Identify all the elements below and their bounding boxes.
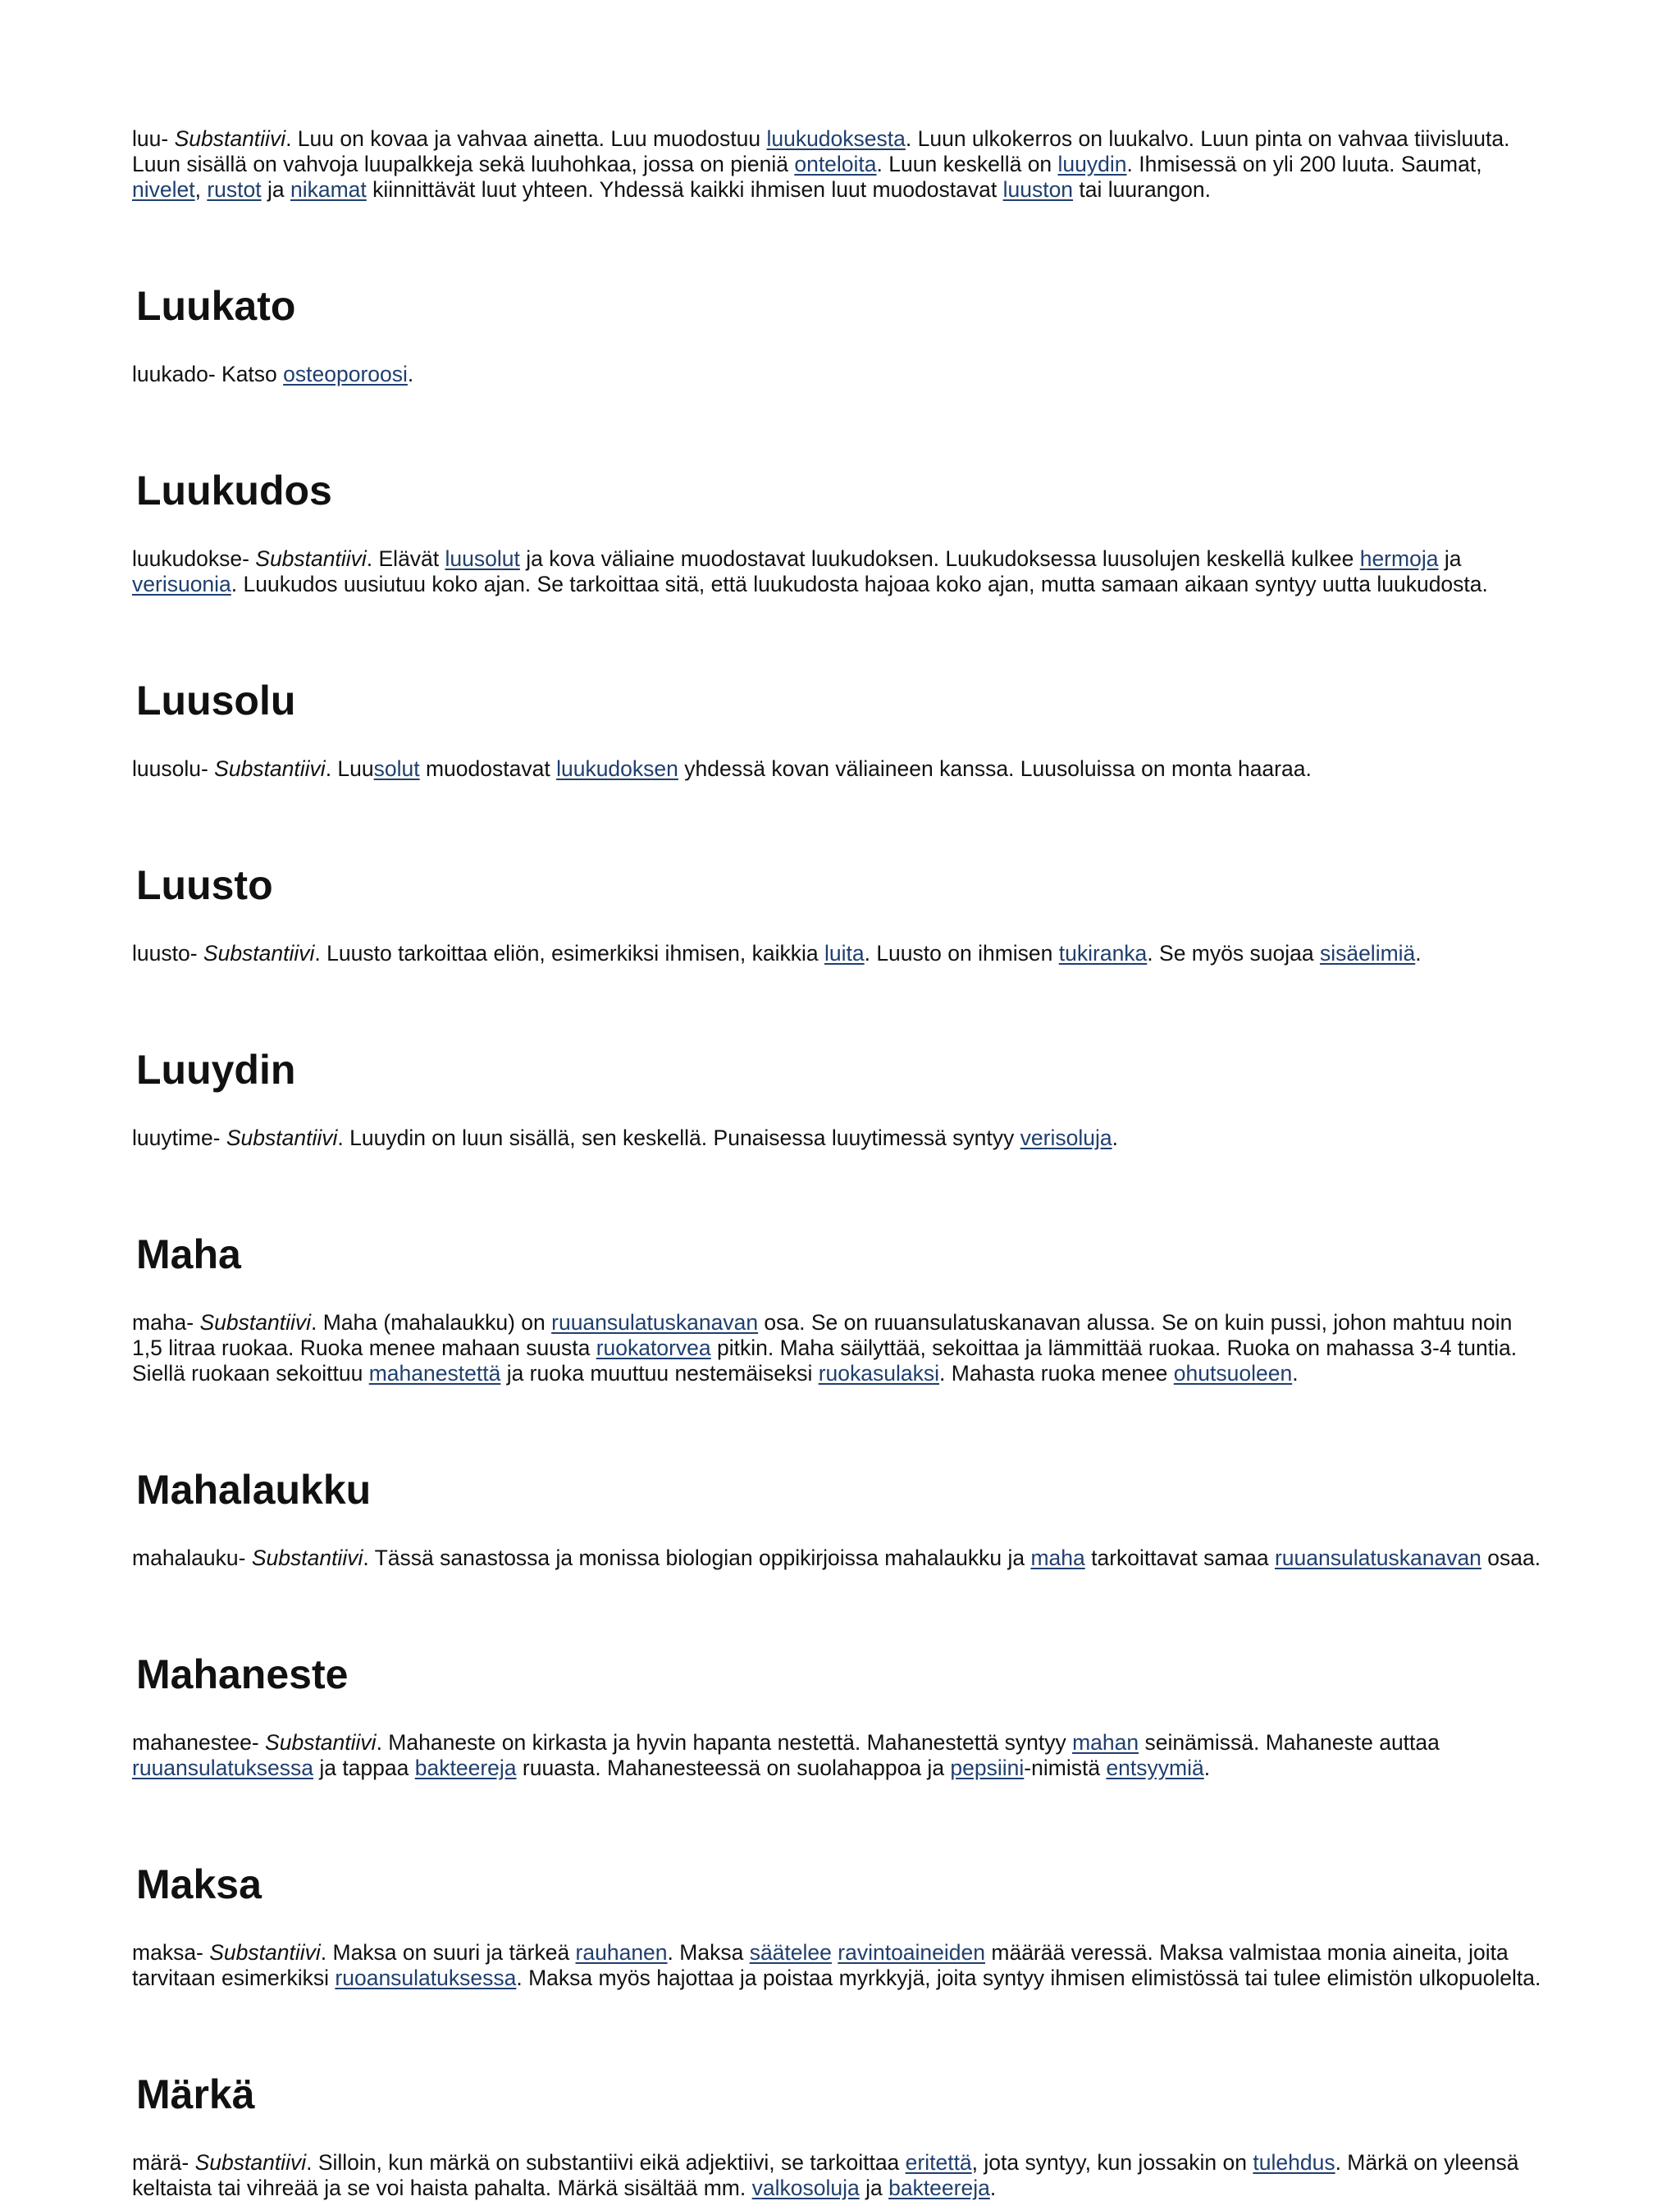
entry-heading: Mahalaukku xyxy=(136,1467,372,1513)
definition-text: . xyxy=(1203,1756,1211,1780)
entry-heading: Luuydin xyxy=(136,1047,296,1093)
definition-text: . Maksa xyxy=(667,1940,750,1965)
entry-mahaneste xyxy=(132,1650,1598,1781)
definition-text: . Elävät xyxy=(366,546,445,571)
glossary-link[interactable]: ravintoaineiden xyxy=(838,1940,986,1965)
entry-heading: Luusto xyxy=(136,862,273,908)
entry-heading: Luukudos xyxy=(136,468,332,514)
part-of-speech: Substantiivi xyxy=(255,546,367,571)
part-of-speech: Substantiivi xyxy=(209,1940,321,1965)
definition-text: ja tappaa xyxy=(313,1756,415,1780)
definition-text: . Maha (mahalaukku) on xyxy=(311,1310,552,1335)
glossary-link[interactable]: osteoporoosi xyxy=(283,362,408,386)
glossary-link[interactable]: ruuansulatuskanavan xyxy=(1274,1546,1481,1570)
definition-text: ja xyxy=(1438,546,1462,571)
entry-definition xyxy=(132,1546,1543,1571)
definition-text: . Luusto tarkoittaa eliön, esimerkiksi ihmisen, kaikkia xyxy=(314,941,824,966)
glossary-link[interactable]: ruoansulatuksessa xyxy=(335,1966,517,1990)
entry-luukato xyxy=(132,281,1598,387)
glossary-link[interactable]: ruokasulaksi xyxy=(818,1361,940,1386)
glossary-link[interactable]: luukudoksen xyxy=(556,756,678,781)
entry-luukudos xyxy=(132,466,1598,597)
definition-text: mahanestee- xyxy=(132,1730,266,1755)
glossary-link[interactable]: maha xyxy=(1030,1546,1085,1570)
part-of-speech: Substantiivi xyxy=(214,756,326,781)
glossary-link[interactable]: rustot xyxy=(207,177,262,202)
entry-heading: Maha xyxy=(136,1231,241,1277)
definition-text: . Maksa on suuri ja tärkeä xyxy=(320,1940,576,1965)
definition-text: . Mahaneste on kirkasta ja hyvin hapanta nestettä. Mahanestettä syntyy xyxy=(376,1730,1073,1755)
glossary-link[interactable]: ohutsuoleen xyxy=(1173,1361,1293,1386)
entry-definition xyxy=(132,362,1543,387)
part-of-speech: Substantiivi xyxy=(265,1730,377,1755)
definition-text: maha- xyxy=(132,1310,200,1335)
entry-heading: Märkä xyxy=(136,2071,255,2117)
definition-text: märä- xyxy=(132,2150,195,2175)
entry-definition xyxy=(132,1126,1543,1151)
glossary-link[interactable]: bakteereja xyxy=(414,1756,517,1780)
definition-text: pitkin. Maha säilyttää, sekoittaa ja lämmittää ruokaa. Ruoka on mahassa 3-4 tuntia. Siellä ruokaan sekoittuu xyxy=(132,1336,1518,1386)
entry-märkä xyxy=(132,2070,1598,2201)
definition-text: . Luun keskellä on xyxy=(876,152,1058,176)
definition-text: luusto- xyxy=(132,941,203,966)
definition-text: osa. Se on ruuansulatuskanavan alussa. Se on kuin pussi, johon mahtuu noin 1,5 litraa ruokaa. Ruoka menee mahaan suusta xyxy=(132,1310,1513,1360)
part-of-speech: Substantiivi xyxy=(174,126,286,151)
definition-text: luukado- Katso xyxy=(132,362,284,386)
glossary-link[interactable]: eritettä xyxy=(905,2150,972,2175)
definition-text: . xyxy=(1415,941,1422,966)
definition-text: ja xyxy=(261,177,290,202)
entry-heading: Luusolu xyxy=(136,678,296,724)
definition-text: . Mahasta ruoka menee xyxy=(939,1361,1174,1386)
definition-text: . Luu on kovaa ja vahvaa ainetta. Luu muodostuu xyxy=(285,126,767,151)
glossary-link[interactable]: mahanestettä xyxy=(368,1361,501,1386)
definition-text: seinämissä. Mahaneste auttaa xyxy=(1139,1730,1440,1755)
part-of-speech: Substantiivi xyxy=(199,1310,311,1335)
entry-heading: Mahaneste xyxy=(136,1651,349,1697)
definition-text: . Silloin, kun märkä on substantiivi eikä adjektiivi, se tarkoittaa xyxy=(306,2150,906,2175)
part-of-speech: Substantiivi xyxy=(194,2150,307,2175)
glossary-link[interactable]: rauhanen xyxy=(575,1940,668,1965)
definition-text: . Maksa myös hajottaa ja poistaa myrkkyjä, joita syntyy ihmisen elimistössä tai tulee elimistön ulkopuolelta. xyxy=(516,1966,1541,1990)
part-of-speech: Substantiivi xyxy=(226,1126,338,1150)
definition-text: ruuasta. Mahanesteessä on suolahappoa ja xyxy=(516,1756,951,1780)
entry-definition xyxy=(132,756,1543,782)
definition-text: . Märkä on yleensä keltaista tai vihreää ja se voi haista pahalta. Märkä sisältää mm. xyxy=(132,2150,1519,2200)
entry-heading: Luukato xyxy=(136,283,296,329)
glossary-link[interactable]: tulehdus xyxy=(1253,2150,1335,2175)
definition-text: ja xyxy=(859,2176,889,2200)
glossary-link[interactable]: solut xyxy=(373,756,420,781)
entry-mahalaukku xyxy=(132,1465,1598,1571)
definition-text: osaa. xyxy=(1481,1546,1541,1570)
definition-text: . Luu xyxy=(325,756,374,781)
part-of-speech: Substantiivi xyxy=(203,941,315,966)
entry-definition xyxy=(132,1310,1543,1386)
definition-text: maksa- xyxy=(132,1940,210,1965)
glossary-link[interactable]: nivelet xyxy=(132,177,195,202)
definition-text: luukudokse- xyxy=(132,546,256,571)
entry-luu xyxy=(132,126,1598,203)
definition-text: . Luusto on ihmisen xyxy=(864,941,1059,966)
glossary-link[interactable]: ruuansulatuskanavan xyxy=(551,1310,759,1335)
definition-text: . xyxy=(1112,1126,1118,1150)
entry-maha xyxy=(132,1230,1598,1386)
glossary-link[interactable]: luuston xyxy=(1002,177,1074,202)
definition-text: . Luun ulkokerros on luukalvo. Luun pinta on vahvaa tiivisluuta. Luun sisällä on vahvoja luupalkkeja sekä luuhohkaa, jossa on pieniä xyxy=(132,126,1510,176)
definition-text: luusolu- xyxy=(132,756,215,781)
definition-text: . Tässä sanastossa ja monissa biologian oppikirjoissa mahalaukku ja xyxy=(363,1546,1031,1570)
glossary-link[interactable]: verisoluja xyxy=(1020,1126,1112,1150)
glossary-link[interactable]: entsyymiä xyxy=(1106,1756,1204,1780)
glossary-link[interactable]: ruuansulatuksessa xyxy=(132,1756,313,1780)
definition-text: tai luurangon. xyxy=(1073,177,1212,202)
definition-text: luu- xyxy=(132,126,175,151)
definition-text: ja ruoka muuttuu nestemäiseksi xyxy=(500,1361,819,1386)
entry-definition xyxy=(132,941,1543,966)
definition-text: , xyxy=(194,177,208,202)
entry-definition xyxy=(132,126,1543,203)
definition-text: yhdessä kovan väliaineen kanssa. Luusoluissa on monta haaraa. xyxy=(678,756,1312,781)
glossary-link[interactable]: onteloita xyxy=(794,152,877,176)
entry-luusolu xyxy=(132,676,1598,782)
definition-text: . xyxy=(407,362,414,386)
glossary-link[interactable]: pepsiini xyxy=(950,1756,1025,1780)
definition-text: , jota syntyy, kun jossakin on xyxy=(971,2150,1253,2175)
definition-text: määrää veressä. Maksa valmistaa monia aineita, joita tarvitaan esimerkiksi xyxy=(132,1940,1509,1990)
entry-definition xyxy=(132,2150,1543,2201)
glossary-link[interactable]: luita xyxy=(824,941,865,966)
glossary-link[interactable]: luuydin xyxy=(1057,152,1127,176)
definition-text: ja kova väliaine muodostavat luukudoksen. Luukudoksessa luusolujen keskellä kulkee xyxy=(519,546,1360,571)
part-of-speech: Substantiivi xyxy=(251,1546,363,1570)
definition-text: . Ihmisessä on yli 200 luuta. Saumat, xyxy=(1126,152,1482,176)
entry-definition xyxy=(132,1940,1543,1991)
entry-luuydin xyxy=(132,1045,1598,1151)
entry-maksa xyxy=(132,1860,1598,1991)
glossary-link[interactable]: bakteereja xyxy=(888,2176,990,2200)
glossary-link[interactable]: nikamat xyxy=(290,177,367,202)
definition-text: kiinnittävät luut yhteen. Yhdessä kaikki ihmisen luut muodostavat xyxy=(366,177,1003,202)
definition-text: . Se myös suojaa xyxy=(1147,941,1320,966)
definition-text: . Luuydin on luun sisällä, sen keskellä. Punaisessa luuytimessä syntyy xyxy=(337,1126,1020,1150)
definition-text: mahalauku- xyxy=(132,1546,252,1570)
definition-text: tarkoittavat samaa xyxy=(1084,1546,1275,1570)
glossary-link[interactable]: valkosoluja xyxy=(751,2176,860,2200)
entry-definition xyxy=(132,546,1543,597)
definition-text: . xyxy=(1292,1361,1299,1386)
glossary-link[interactable]: tukiranka xyxy=(1058,941,1148,966)
glossary-link[interactable]: luukudoksesta xyxy=(766,126,906,151)
glossary-link[interactable]: verisuonia xyxy=(132,572,231,596)
definition-text: . xyxy=(989,2176,997,2200)
definition-text: -nimistä xyxy=(1024,1756,1107,1780)
entry-heading: Maksa xyxy=(136,1861,262,1907)
definition-text: muodostavat xyxy=(419,756,557,781)
entry-definition xyxy=(132,1730,1543,1781)
glossary-link[interactable]: hermoja xyxy=(1359,546,1439,571)
glossary-link[interactable]: säätelee xyxy=(749,1940,832,1965)
glossary-link[interactable]: mahan xyxy=(1072,1730,1139,1755)
glossary-link[interactable]: sisäelimiä xyxy=(1319,941,1416,966)
definition-text: . Luukudos uusiutuu koko ajan. Se tarkoittaa sitä, että luukudosta hajoaa koko ajan, mutta samaan aikaan syntyy uutta luukudosta. xyxy=(231,572,1488,596)
definition-text: luuytime- xyxy=(132,1126,226,1150)
entry-luusto xyxy=(132,861,1598,966)
glossary-link[interactable]: luusolut xyxy=(445,546,520,571)
glossary-link[interactable]: ruokatorvea xyxy=(596,1336,711,1360)
